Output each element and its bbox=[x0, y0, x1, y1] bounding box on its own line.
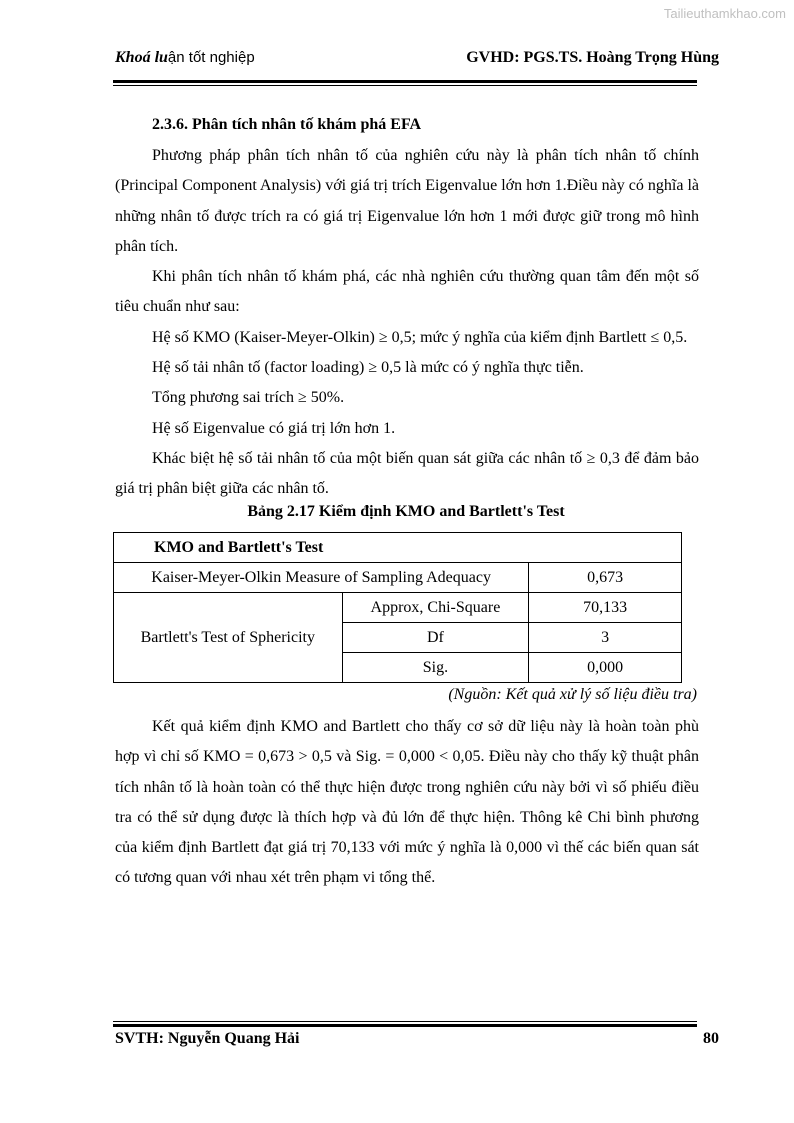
chi-square-label: Approx, Chi-Square bbox=[342, 593, 529, 623]
header-right: GVHD: PGS.TS. Hoàng Trọng Hùng bbox=[466, 49, 719, 66]
paragraph-1: Phương pháp phân tích nhân tố của nghiên cứu này là phân tích nhân tố chính (Principal Component Analysis) với giá trị trích Eigenvalue lớn hơn 1.Điều này có nghĩa là những nhân tố được trích ra có giá trị Eigenvalue lớn hơn 1 mới được giữ trong mô hình phân tích. bbox=[115, 147, 699, 255]
criterion-1: Hệ số KMO (Kaiser-Meyer-Olkin) ≥ 0,5; mức ý nghĩa của kiểm định Bartlett ≤ 0,5. bbox=[152, 328, 688, 346]
paragraph-2: Khi phân tích nhân tố khám phá, các nhà nghiên cứu thường quan tâm đến một số tiêu chuẩn như sau: bbox=[115, 268, 699, 316]
header-rule-thick bbox=[113, 80, 697, 83]
sig-value: 0,000 bbox=[529, 653, 682, 683]
header-left bbox=[115, 49, 255, 67]
footer-student: SVTH: Nguyễn Quang Hải bbox=[115, 1030, 300, 1047]
watermark: Tailieuthamkhao.com bbox=[663, 6, 786, 21]
sig-label: Sig. bbox=[342, 653, 529, 683]
page-header bbox=[115, 49, 719, 71]
criterion-4: Hệ số Eigenvalue có giá trị lớn hơn 1. bbox=[152, 419, 396, 437]
table-source: (Nguồn: Kết quả xử lý số liệu điều tra) bbox=[448, 686, 697, 703]
criterion-3: Tổng phương sai trích ≥ 50%. bbox=[152, 389, 345, 407]
df-value: 3 bbox=[529, 623, 682, 653]
header-rule-thin bbox=[113, 85, 697, 86]
table-caption: Bảng 2.17 Kiểm định KMO and Bartlett's Test bbox=[247, 503, 565, 520]
chi-square-value: 70,133 bbox=[529, 593, 682, 623]
criterion-2: Hệ số tải nhân tố (factor loading) ≥ 0,5 là mức có ý nghĩa thực tiễn. bbox=[152, 359, 584, 377]
intro-block bbox=[115, 141, 699, 505]
kmo-value: 0,673 bbox=[529, 563, 682, 593]
page-number: 80 bbox=[703, 1030, 719, 1047]
paragraph-3: Khác biệt hệ số tải nhân tố của một biến quan sát giữa các nhân tố ≥ 0,3 để đảm bảo giá trị phân biệt giữa các nhân tố. bbox=[115, 449, 699, 498]
section-heading: 2.3.6. Phân tích nhân tố khám phá EFA bbox=[152, 116, 422, 133]
header-left-rest: ận tốt nghiệp bbox=[167, 49, 255, 66]
table-row bbox=[114, 593, 682, 623]
table-title: KMO and Bartlett's Test bbox=[114, 533, 682, 563]
kmo-table bbox=[113, 532, 682, 683]
bartlett-label: Bartlett's Test of Sphericity bbox=[114, 593, 343, 683]
df-label: Df bbox=[342, 623, 529, 653]
paragraph-4: Kết quả kiểm định KMO and Bartlett cho thấy cơ sở dữ liệu này là hoàn toàn phù hợp vì chỉ số KMO = 0,673 > 0,5 và Sig. = 0,000 < 0,05. Điều này cho thấy kỹ thuật phân tích nhân tố là hoàn toàn có thể thực hiện được trong nghiên cứu này bởi vì số phiếu điều tra có thể sử dụng được là thích hợp và đủ lớn để thực hiện. Thông kê Chi bình phương của kiểm định Bartlett đạt giá trị 70,133 với mức ý nghĩa là 0,000 vì thế các biến quan sát có tương quan với nhau xét trên phạm vi tổng thể. bbox=[115, 718, 699, 887]
kmo-label: Kaiser-Meyer-Olkin Measure of Sampling Adequacy bbox=[114, 563, 529, 593]
table-row bbox=[114, 563, 682, 593]
footer-rule-thick bbox=[113, 1024, 697, 1027]
header-left-italic: Khoá lu bbox=[115, 49, 168, 66]
table-row bbox=[114, 533, 682, 563]
conclusion-block bbox=[115, 712, 699, 894]
footer-rule-thin bbox=[113, 1021, 697, 1022]
